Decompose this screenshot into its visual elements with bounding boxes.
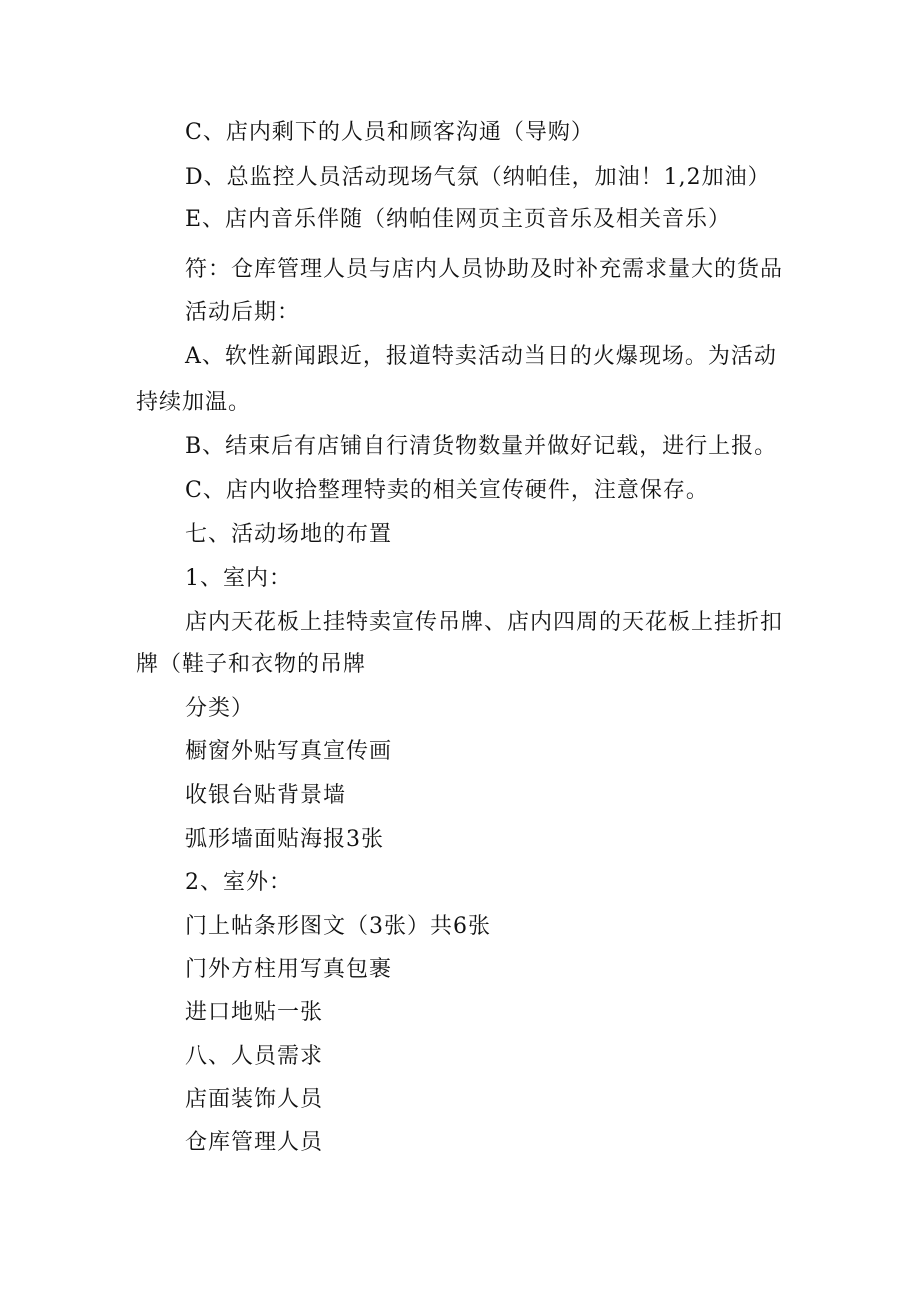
text-line: D、总监控人员活动现场气氛（纳帕佳，加油！1,2加油）: [185, 165, 771, 190]
text-line: 符：仓库管理人员与店内人员协助及时补充需求量大的货品: [185, 257, 784, 282]
text-line: 收银台贴背景墙: [185, 783, 347, 808]
text-line: B、结束后有店铺自行清货物数量并做好记载，进行上报。: [185, 434, 778, 459]
text-line: 橱窗外贴写真宣传画: [185, 739, 393, 764]
text-line: C、店内收拾整理特卖的相关宣传硬件，注意保存。: [185, 478, 709, 503]
text-line: 门上帖条形图文（3张）共6张: [185, 914, 491, 939]
text-line: E、店内音乐伴随（纳帕佳网页主页音乐及相关音乐）: [185, 207, 732, 232]
text-line: 牌（鞋子和衣物的吊牌: [136, 652, 367, 677]
text-line: 分类）: [185, 696, 255, 721]
text-line: 店面装饰人员: [185, 1087, 324, 1112]
text-line: 仓库管理人员: [185, 1130, 324, 1155]
text-line: C、店内剩下的人员和顾客沟通（导购）: [185, 120, 594, 145]
subsection-heading: 2、室外：: [185, 870, 292, 895]
text-line: 活动后期：: [185, 300, 301, 325]
text-line: 持续加温。: [136, 390, 252, 415]
text-line: 店内天花板上挂特卖宣传吊牌、店内四周的天花板上挂折扣: [185, 610, 784, 635]
text-line: 进口地贴一张: [185, 1000, 324, 1025]
subsection-heading: 1、室内：: [185, 566, 292, 591]
section-heading: 七、活动场地的布置: [185, 522, 393, 547]
text-line: A、软性新闻跟近，报道特卖活动当日的火爆现场。为活动: [185, 344, 777, 369]
section-heading: 八、人员需求: [185, 1044, 324, 1069]
text-line: 门外方柱用写真包裹: [185, 957, 393, 982]
text-line: 弧形墙面贴海报3张: [185, 827, 384, 852]
